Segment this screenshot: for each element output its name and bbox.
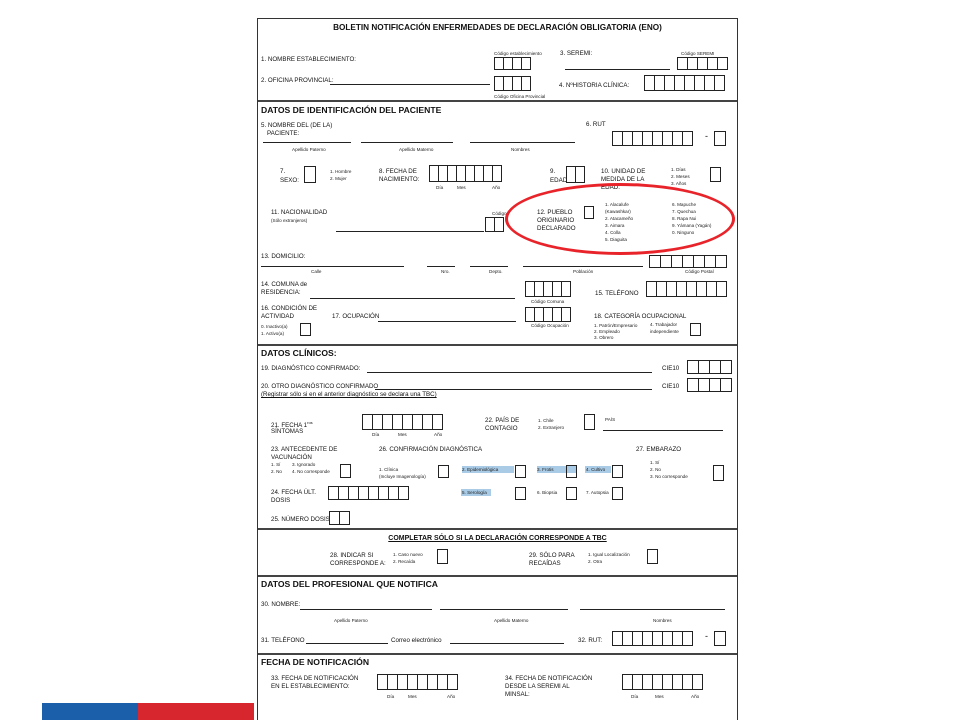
pueblo-opt-4: 4. Colla <box>605 230 621 235</box>
domicilio-label: 13. DOMICILIO: <box>261 253 306 260</box>
numero-dosis-boxes[interactable] <box>330 511 350 525</box>
cie10-a-boxes[interactable] <box>688 360 732 374</box>
section-paciente: DATOS DE IDENTIFICACIÓN DEL PACIENTE <box>261 105 442 115</box>
prof-apellido-paterno: Apellido Paterno <box>334 618 368 623</box>
nacionalidad-codigo-label: Código <box>492 211 507 216</box>
biopsia-box[interactable] <box>566 487 577 500</box>
fecha-nac-label: 8. FECHA DE <box>379 168 417 175</box>
codigo-ocupacion-caption: Código Ocupación <box>531 323 569 328</box>
fecha-est-boxes[interactable] <box>378 674 458 690</box>
diagnostico-label: 19. DIAGNÓSTICO CONFIRMADO: <box>261 365 361 372</box>
prof-apellido-materno: Apellido Materno <box>494 618 529 623</box>
vac-opt1: 1. Sí <box>271 462 281 467</box>
vac-opt4: 4. No corresponde <box>292 469 330 474</box>
condicion-label: 16. CONDICIÓN DE <box>261 305 318 312</box>
vac-opt3: 3. Ignorado <box>292 462 316 467</box>
tbc-title: COMPLETAR SÓLO SI LA DECLARACIÓN CORRESPONDE A TBC <box>388 535 607 542</box>
section-profesional: DATOS DEL PROFESIONAL QUE NOTIFICA <box>261 579 438 589</box>
fecha-dosis-label: 24. FECHA ÚLT. <box>271 489 316 496</box>
unidad-box[interactable] <box>710 167 721 182</box>
categoria-opt1: 1. Patrón/Empresario <box>594 323 638 328</box>
fecha-sint-label-2: SÍNTOMAS <box>271 428 304 435</box>
vacunacion-box[interactable] <box>340 464 351 478</box>
indicar-box[interactable] <box>437 549 448 564</box>
solo-label-2: RECAÍDAS <box>529 560 561 567</box>
embarazo-box[interactable] <box>713 465 724 481</box>
flag-red-bar <box>138 703 254 720</box>
codigo-seremi-boxes[interactable] <box>678 57 728 70</box>
conf-frotis: 3. Frotis <box>537 467 554 472</box>
nac-dia: Día <box>436 185 444 190</box>
sint-ano: Año <box>434 432 443 437</box>
apellido-materno-caption: Apellido Materno <box>399 147 434 152</box>
unidad-label: 10. UNIDAD DE <box>601 168 646 175</box>
unidad-opt1: 1. Días <box>671 167 686 172</box>
emb-opt2: 2. No <box>650 467 661 472</box>
codigo-postal-caption: Código Postal <box>685 269 714 274</box>
fecha-seremi-label-3: MINSAL: <box>505 691 530 698</box>
antecedente-label-2: VACUNACIÓN <box>271 454 312 461</box>
est-ano: Año <box>447 694 456 699</box>
fecha-nac-label-2: NACIMIENTO: <box>379 176 420 183</box>
nombres-caption: Nombres <box>511 147 530 152</box>
codigo-oficina-boxes[interactable] <box>495 76 531 91</box>
conf-clinica: 1. Clínica <box>379 467 399 472</box>
rut-dv-box[interactable] <box>714 131 726 146</box>
sint-mes: Mes <box>398 432 407 437</box>
cie10-a: CIE10 <box>662 365 680 372</box>
categoria-opt4: 4. Trabajador <box>650 322 678 327</box>
telefono-boxes[interactable] <box>647 281 727 297</box>
oficina-provincial-label: 2. OFICINA PROVINCIAL: <box>261 77 334 84</box>
vac-opt2: 2. No <box>271 469 282 474</box>
fecha-dosis-boxes[interactable] <box>329 486 409 500</box>
solo-opt1: 1. Igual Localización <box>588 552 630 557</box>
apellido-paterno-caption: Apellido Paterno <box>292 147 326 152</box>
pueblo-opt-2: 2. Atacameño <box>605 216 634 221</box>
conf-cultivo: 4. Cultivo <box>586 467 606 472</box>
calle-caption: Calle <box>311 269 322 274</box>
sexo-opt2: 2. Mujer <box>330 176 347 181</box>
eno-form <box>257 18 738 720</box>
conf-epidemiologica: 2. Epidemiológica <box>462 467 499 472</box>
serologia-box[interactable] <box>515 487 526 500</box>
poblacion-caption: Población <box>573 269 594 274</box>
pais-opt1: 1. Chile <box>538 418 554 423</box>
pueblo-opt-6: 6. Mapuche <box>672 202 697 207</box>
indicar-label: 28. INDICAR SI <box>330 552 374 559</box>
comuna-label-2: RESIDENCIA: <box>261 289 301 296</box>
pais-caption: PAÍS <box>605 417 616 422</box>
edad-boxes[interactable] <box>567 166 585 183</box>
rut-label: 6. RUT <box>586 121 606 128</box>
pueblo-opt-3: 3. Aimara <box>605 223 625 228</box>
emb-opt3: 3. No corresponde <box>650 474 688 479</box>
prof-rut-dash: - <box>705 631 708 641</box>
prof-rut-dv-box[interactable] <box>714 631 726 646</box>
condicion-opt2: 1. Activo(a) <box>261 331 284 336</box>
pueblo-opt-7: 7. Quechua <box>672 209 696 214</box>
conf-autopsia: 7. Autopsia <box>586 490 609 495</box>
solo-opt2: 2. Otra <box>588 559 603 564</box>
seremi-mes: Mes <box>655 694 664 699</box>
codigo-comuna-caption: Código Comuna <box>531 299 565 304</box>
nombre-paciente-label-2: PACIENTE: <box>267 130 300 137</box>
fecha-seremi-boxes[interactable] <box>623 674 703 690</box>
categoria-opt3: 3. Obrero <box>594 335 614 340</box>
fecha-dosis-label-2: DOSIS <box>271 497 291 504</box>
codigo-comuna-boxes[interactable] <box>526 281 571 297</box>
codigo-postal-boxes[interactable] <box>650 255 727 268</box>
historia-clinica-boxes[interactable] <box>645 75 725 91</box>
nacionalidad-codigo-boxes[interactable] <box>486 217 504 232</box>
fecha-seremi-label: 34. FECHA DE NOTIFICACIÓN <box>505 675 593 682</box>
pueblo-label: 12. PUEBLO <box>537 209 573 216</box>
pais-opt2: 2. Extranjero <box>538 425 565 430</box>
depto-caption: Depto. <box>489 269 503 274</box>
fecha-nacimiento-boxes[interactable] <box>430 165 502 182</box>
prof-nombre-label: 30. NOMBRE: <box>261 601 301 608</box>
fecha-est-label-2: EN EL ESTABLECIMIENTO: <box>271 683 350 690</box>
pais-label-2: CONTAGIO <box>485 425 518 432</box>
unidad-label-3: EDAD: <box>601 184 620 191</box>
nro-caption: Nro. <box>441 269 450 274</box>
pueblo-opt-1b: (Kawashkar) <box>605 209 631 214</box>
categoria-opt4-b: independiente <box>650 329 679 334</box>
fecha-sint-text: 21. FECHA 1 <box>271 422 308 430</box>
indicar-opt1: 1. Caso nuevo <box>393 552 423 557</box>
unidad-opt2: 2. Meses <box>671 174 690 179</box>
section-clinicos: DATOS CLÍNICOS: <box>261 348 337 358</box>
solo-box[interactable] <box>647 549 658 564</box>
nombre-establecimiento-label: 1. NOMBRE ESTABLECIMIENTO: <box>261 56 357 63</box>
seremi-dia: Día <box>631 694 639 699</box>
est-dia: Día <box>387 694 395 699</box>
clinica-box[interactable] <box>438 465 449 478</box>
condicion-box[interactable] <box>300 323 311 336</box>
otro-diag-label: 20. OTRO DIAGNÓSTICO CONFIRMADO <box>261 383 379 390</box>
registrar-note: (Registrar sólo si en el anterior diagnóstico se declara una TBC) <box>261 391 437 398</box>
pueblo-opt-8: 8. Rapa Nui <box>672 216 697 221</box>
indicar-opt2: 2. Recaída <box>393 559 416 564</box>
categoria-label: 18. CATEGORÍA OCUPACIONAL <box>594 313 687 320</box>
pueblo-opt-9: 9. Yámana (Yagán) <box>672 223 712 228</box>
edad-label: EDAD <box>550 177 568 184</box>
sexo-opt1: 1. Hombre <box>330 169 352 174</box>
embarazo-label: 27. EMBARAZO <box>636 446 682 453</box>
indicar-label-2: CORRESPONDE A: <box>330 560 386 567</box>
conf-serologia: 5. Serología <box>462 490 487 495</box>
sint-dia: Día <box>372 432 380 437</box>
nac-ano: Año <box>492 185 501 190</box>
pueblo-label-3: DECLARADO <box>537 225 576 232</box>
ocupacion-label: 17. OCUPACIÓN <box>332 313 380 320</box>
fecha-sintomas-boxes[interactable] <box>363 414 443 430</box>
nacionalidad-sub: (Sólo extranjeros) <box>271 218 308 223</box>
flag-blue-bar <box>42 703 138 720</box>
unidad-opt3: 3. Años <box>671 181 687 186</box>
confirmacion-label: 26. CONFIRMACIÓN DIAGNÓSTICA <box>379 446 483 453</box>
autopsia-box[interactable] <box>612 487 623 500</box>
nacionalidad-label: 11. NACIONALIDAD <box>271 209 328 216</box>
condicion-opt1: 0. Inactivo(a) <box>261 324 288 329</box>
fecha-sint-sup: ros <box>307 420 313 425</box>
cultivo-box[interactable] <box>612 465 623 478</box>
edad-num: 9. <box>550 168 556 175</box>
solo-label: 29. SÓLO PARA <box>529 552 575 559</box>
condicion-label-2: ACTIVIDAD <box>261 313 295 320</box>
unidad-label-2: MEDIDA DE LA <box>601 176 645 183</box>
nac-mes: Mes <box>457 185 466 190</box>
codigo-establecimiento-boxes[interactable] <box>495 57 531 70</box>
frotis-box[interactable] <box>566 465 577 478</box>
seremi-label: 3. SEREMI: <box>560 50 593 57</box>
categoria-opt2: 2. Empleado <box>594 329 620 334</box>
section-notificacion: FECHA DE NOTIFICACIÓN <box>261 657 370 667</box>
prof-correo-label: Correo electrónico <box>391 637 442 644</box>
telefono-label: 15. TELÉFONO <box>595 290 639 297</box>
pueblo-opt-5: 5. Diaguita <box>605 237 627 242</box>
pueblo-opt-1: 1. Alacalufe <box>605 202 629 207</box>
nombre-paciente-label: 5. NOMBRE DEL (DE LA) <box>261 122 333 129</box>
conf-biopsia: 6. Biopsia <box>537 490 558 495</box>
prof-nombres: Nombres <box>653 618 672 623</box>
codigo-seremi-label: Código SEREMI <box>681 51 715 56</box>
categoria-box[interactable] <box>690 323 701 336</box>
seremi-ano: Año <box>691 694 700 699</box>
comuna-label: 14. COMUNA de <box>261 281 308 288</box>
rut-dash: - <box>705 131 708 141</box>
annotation-ellipse <box>505 183 735 255</box>
conf-clinica-2: (Incluye Imagenología) <box>379 474 426 479</box>
rut-boxes[interactable] <box>613 131 693 146</box>
codigo-ocupacion-boxes[interactable] <box>526 307 571 322</box>
prof-rut-boxes[interactable] <box>613 631 693 646</box>
pais-label: 22. PAÍS DE <box>485 417 520 424</box>
fecha-est-label: 33. FECHA DE NOTIFICACIÓN <box>271 675 359 682</box>
cie10-b: CIE10 <box>662 383 680 390</box>
prof-telefono-label: 31. TELÉFONO <box>261 637 305 644</box>
cie10-b-boxes[interactable] <box>688 378 732 392</box>
sexo-num: 7. <box>280 168 286 175</box>
form-title: BOLETIN NOTIFICACIÓN ENFERMEDADES DE DECLARACIÓN OBLIGATORIA (ENO) <box>333 23 662 32</box>
numero-dosis-label: 25. NÚMERO DOSIS <box>271 516 330 523</box>
emb-opt1: 1. Sí <box>650 460 660 465</box>
fecha-seremi-label-2: DESDE LA SEREMI AL <box>505 683 570 690</box>
antecedente-label: 23. ANTECEDENTE DE <box>271 446 338 453</box>
codigo-establecimiento-label: Código establecimiento <box>494 51 542 56</box>
historia-clinica-label: 4. NºHISTORIA CLÍNICA: <box>559 82 630 89</box>
codigo-oficina-label: Código Oficina Provincial <box>494 94 546 99</box>
sexo-label: SEXO: <box>280 177 299 184</box>
est-mes: Mes <box>408 694 417 699</box>
prof-rut-label: 32. RUT: <box>578 637 603 644</box>
epidemiologica-box[interactable] <box>515 465 526 478</box>
pueblo-opt-0: 0. Ninguno <box>672 230 695 235</box>
sexo-box[interactable] <box>304 166 316 183</box>
pueblo-label-2: ORIGINARIO <box>537 217 575 224</box>
pais-box[interactable] <box>584 414 595 430</box>
